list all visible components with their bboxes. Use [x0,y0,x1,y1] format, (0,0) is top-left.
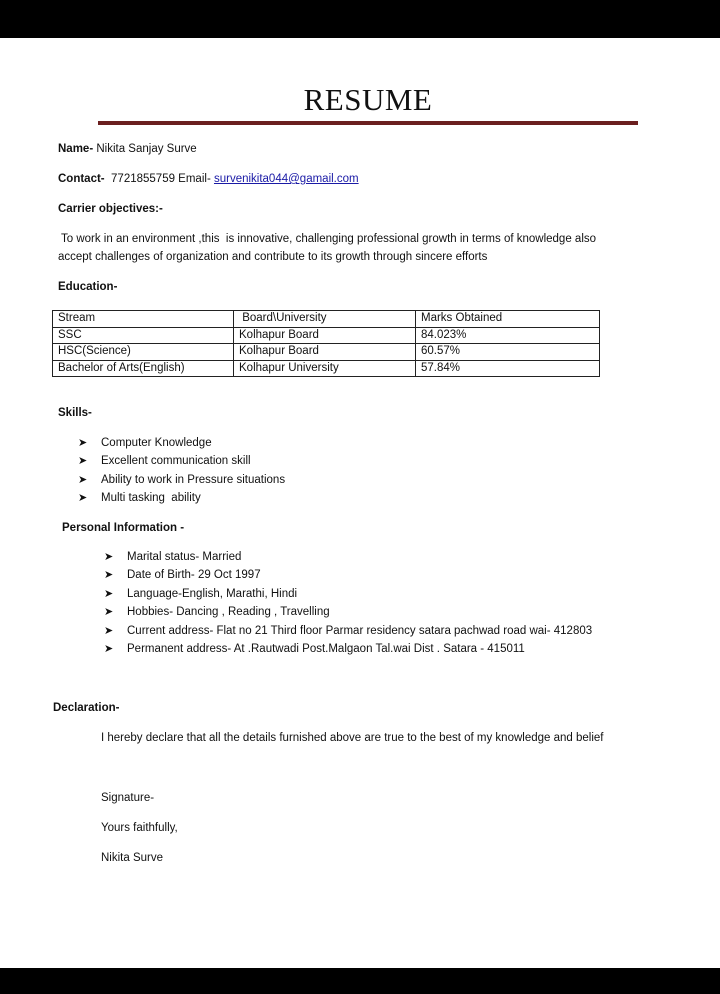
table-cell: Kolhapur Board [234,327,416,344]
title-underline [98,121,638,125]
contact-line [58,173,359,185]
objectives-text-line-1: To work in an environment ,this is innovative, challenging professional growth in terms of knowledge also [58,233,597,245]
table-cell: HSC(Science) [53,344,234,361]
list-item: ➤ Language-English, Marathi, Hindi [104,585,592,603]
arrow-bullet-icon: ➤ [104,587,114,600]
table-cell: 60.57% [416,344,600,361]
table-header-cell: Marks Obtained [416,311,600,328]
table-cell: Bachelor of Arts(English) [53,360,234,377]
list-item: ➤ Multi tasking ability [78,489,285,507]
declaration-text: I hereby declare that all the details furnished above are true to the best of my knowledge and belief [101,732,604,744]
table-cell: Kolhapur University [234,360,416,377]
list-item: ➤ Hobbies- Dancing , Reading , Travelling [104,603,592,621]
arrow-bullet-icon: ➤ [104,642,114,655]
education-heading: Education- [58,281,118,293]
table-row [53,344,600,361]
arrow-bullet-icon: ➤ [104,569,114,582]
signature-label: Signature- [101,792,155,804]
list-item: ➤ Marital status- Married [104,548,592,566]
table-row [53,327,600,344]
document-title: RESUME [303,82,433,117]
top-black-bar [0,0,720,38]
list-item: ➤ Current address- Flat no 21 Third floor Parmar residency satara pachwad road wai- 412803 [104,622,592,640]
table-cell: Kolhapur Board [234,344,416,361]
list-item: ➤ Excellent communication skill [78,452,285,470]
table-header-cell: Board\University [234,311,416,328]
objectives-heading: Carrier objectives:- [58,203,163,215]
objectives-text-line-2: accept challenges of organization and contribute to its growth through sincere efforts [58,251,488,263]
table-header-cell: Stream [53,311,234,328]
list-item: ➤ Permanent address- At .Rautwadi Post.Malgaon Tal.wai Dist . Satara - 415011 [104,640,592,658]
name-line [58,143,197,155]
arrow-bullet-icon: ➤ [78,492,88,505]
education-table [52,310,600,377]
bottom-black-bar [0,968,720,994]
list-item: ➤ Date of Birth- 29 Oct 1997 [104,566,592,584]
closing-text: Yours faithfully, [101,822,178,834]
arrow-bullet-icon: ➤ [78,455,88,468]
personal-info-list [104,548,592,658]
signed-name: Nikita Surve [101,852,163,864]
arrow-bullet-icon: ➤ [104,624,114,637]
table-cell: SSC [53,327,234,344]
table-header-row [53,311,600,328]
list-item: ➤ Computer Knowledge [78,434,285,452]
arrow-bullet-icon: ➤ [104,606,114,619]
name-value: Nikita Sanjay Surve [93,143,197,155]
name-label: Name- [58,143,94,155]
table-row [53,360,600,377]
arrow-bullet-icon: ➤ [78,437,88,449]
personal-info-heading: Personal Information - [62,522,185,534]
table-cell: 84.023% [416,327,600,344]
arrow-bullet-icon: ➤ [78,473,88,486]
table-cell: 57.84% [416,360,600,377]
arrow-bullet-icon: ➤ [104,551,114,563]
declaration-heading: Declaration- [53,702,120,714]
email-link[interactable]: survenikita044@gamail.com [213,173,359,185]
skills-list [78,434,285,508]
contact-label: Contact- [58,173,105,185]
list-item: ➤ Ability to work in Pressure situations [78,471,285,489]
skills-heading: Skills- [58,407,92,419]
contact-phone: 7721855759 Email- [104,173,214,185]
